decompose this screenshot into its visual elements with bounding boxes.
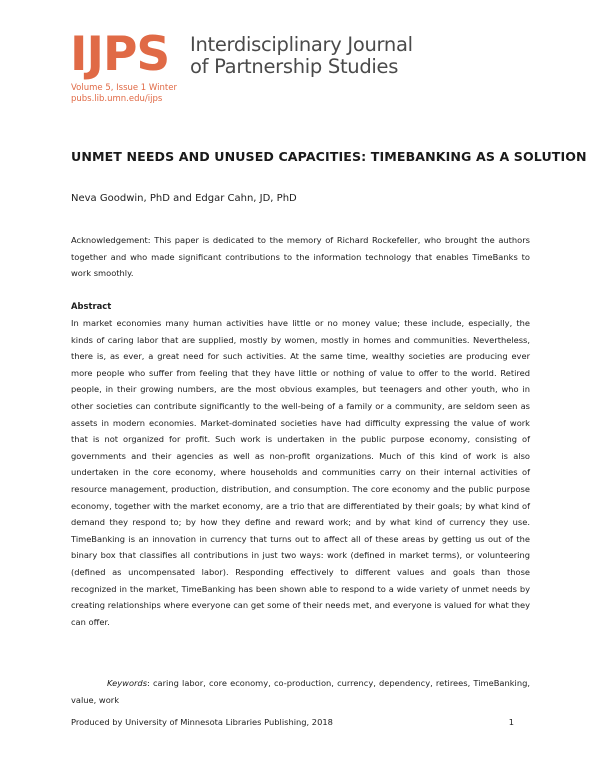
- article-title: UNMET NEEDS AND UNUSED CAPACITIES: TIMEBANKING AS A SOLUTION: [71, 149, 587, 164]
- page-number: 1: [508, 717, 514, 727]
- keywords: [71, 675, 530, 708]
- keywords-text: : caring labor, core economy, co-production, currency, dependency, retirees, TimeBanking, value, work: [71, 678, 530, 705]
- keywords-label: Keywords: [107, 678, 148, 688]
- article-authors: Neva Goodwin, PhD and Edgar Cahn, JD, PhD: [71, 193, 297, 204]
- abstract-heading: Abstract: [71, 301, 112, 311]
- abstract-text: In market economies many human activities have little or no money value; these include, especially, the kinds of caring labor that are supplied, mostly by women, mostly in homes and communities. Nevertheless, there is, as ever, a great need for such activities. At the same time, wealthy societies are producing ever more people who suffer from feeling that they have little or nothing of value to offer to the world. Retired people, in their growing numbers, are the most obvious examples, but teenagers and other youth, who in other societies can contribute significantly to the well-being of a family or a community, are seldom seen as assets in modern economies. Market-dominated societies have had difficulty expressing the value of work that is not organized for profit. Such work is undertaken in the public purpose economy, consisting of governments and their agencies as well as non-profit organizations. Much of this kind of work is also undertaken in the core economy, where households and communities carry on their internal activities of resource management, production, distribution, and consumption. The core economy and the public purpose economy, together with the market economy, are a trio that are differentiated by their goals; by what kind of demand they respond to; by how they define and reward work; and by what kind of currency they use. TimeBanking is an innovation in currency that turns out to affect all of these areas by getting us out of the binary box that classifies all contributions in just two ways: work (defined in market terms), or volunteering (defined as uncompensated labor). Responding effectively to different values and goals than those recognized in the market, TimeBanking has been shown able to respond to a wide variety of unmet needs by creating relationships where everyone can get some of their needs met, and everyone is valued for what they can offer.: [71, 318, 530, 627]
- volume-issue: Volume 5, Issue 1 Winter: [71, 83, 177, 93]
- journal-name-line1: Interdisciplinary Journal: [190, 33, 413, 56]
- journal-url[interactable]: pubs.lib.umn.edu/ijps: [71, 94, 163, 104]
- logo-text: IJPS: [70, 27, 170, 82]
- journal-name-line2: of Partnership Studies: [190, 55, 399, 78]
- footer-publisher: Produced by University of Minnesota Libraries Publishing, 2018: [71, 717, 333, 727]
- volume-info: [71, 83, 177, 105]
- acknowledgement: Acknowledgement: This paper is dedicated to the memory of Richard Rockefeller, who brought the authors together and who made significant contributions to the information technology that enables TimeBanks to work smoothly.: [71, 235, 530, 279]
- journal-logo: [70, 27, 200, 82]
- journal-name: [190, 34, 413, 78]
